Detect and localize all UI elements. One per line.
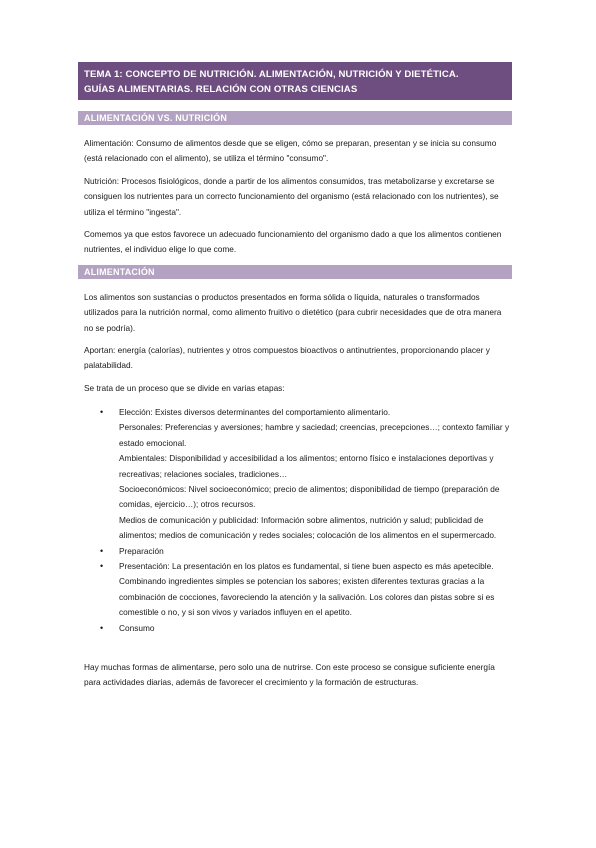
title-line-1: TEMA 1: CONCEPTO DE NUTRICIÓN. ALIMENTACIÓN, NUTRICIÓN Y DIETÉTICA. [84, 69, 459, 80]
paragraph-aportan: Aportan: energía (calorías), nutrientes y otros compuestos bioactivos o antinutrientes, proporcionando placer y palatabilidad. [84, 345, 490, 371]
list-item [84, 405, 512, 544]
list-item [84, 544, 512, 559]
section-heading-alimentacion-vs-nutricion: ALIMENTACIÓN VS. NUTRICIÓN [78, 111, 512, 125]
list-item [84, 621, 512, 636]
section-heading-alimentacion: ALIMENTACIÓN [78, 265, 512, 279]
paragraph-alimentos-def: Los alimentos son sustancias o productos presentados en forma sólida o líquida, naturales o transformados utilizados para la nutrición normal, como alimento fruitivo o dietético (para cubrir necesidades que de otra manera no se podría). [84, 292, 502, 333]
document-title [78, 62, 512, 100]
stages-list [84, 405, 512, 636]
list-item [84, 559, 512, 621]
stage-eleccion-socioeconomicos: Socioeconómicos: Nivel socioeconómico; precio de alimentos; disponibilidad de tiempo (preparación de comidas, ejercicio…); otros recursos. [119, 484, 500, 510]
paragraph-alimentacion-def: Alimentación: Consumo de alimentos desde que se eligen, cómo se preparan, presentan y se inicia su consumo (está relacionado con el alimento), se utiliza el término "consumo". [84, 138, 497, 164]
stage-preparacion: • Preparación [119, 545, 164, 556]
stage-eleccion: • Elección: Existes diversos determinantes del comportamiento alimentario. [119, 407, 391, 417]
paragraph-etapas-intro: Se trata de un proceso que se divide en varias etapas: [84, 383, 285, 393]
stage-presentacion-detalle: Combinando ingredientes simples se potencian los sabores; existen diferentes texturas gracias a la combinación de cocciones, favoreciendo la atención y la salivación. Los colores dan pistas sobre si es comestible o no, y si son vivos y variados influyen en el apetito. [119, 576, 495, 618]
stage-presentacion: • Presentación: La presentación en los platos es fundamental, si tiene buen aspecto es más apetecible. [119, 561, 494, 572]
title-line-2: GUÍAS ALIMENTARIAS. RELACIÓN CON OTRAS CIENCIAS [84, 84, 358, 95]
stage-eleccion-medios: Medios de comunicación y publicidad: Información sobre alimentos, nutrición y salud; publicidad de alimentos; medios de comunicación y redes sociales; colocación de los alimentos en el supermercado. [119, 514, 497, 541]
stage-eleccion-personales: Personales: Preferencias y aversiones; hambre y saciedad; creencias, precepciones…; contexto familiar y estado emocional. [119, 422, 510, 448]
stage-consumo: • Consumo [119, 622, 155, 633]
paragraph-conclusion: Hay muchas formas de alimentarse, pero solo una de nutrirse. Con este proceso se consigue suficiente energía para actividades diarias, además de favorecer el crecimiento y la formación de estructuras. [84, 662, 495, 688]
paragraph-comemos: Comemos ya que estos favorece un adecuado funcionamiento del organismo dado a que los alimentos contienen nutrientes, el individuo elige lo que come. [84, 229, 502, 255]
stage-eleccion-ambientales: Ambientales: Disponibilidad y accesibilidad a los alimentos; entorno físico e instalaciones deportivas y recreativas; relaciones sociales, tradiciones… [119, 453, 494, 479]
paragraph-nutricion-def: Nutrición: Procesos fisiológicos, donde a partir de los alimentos consumidos, tras metabolizarse y excretarse se consiguen los nutrientes para un correcto funcionamiento del organismo (está relacionado con los nutrientes), se utiliza el término "ingesta". [84, 176, 499, 217]
